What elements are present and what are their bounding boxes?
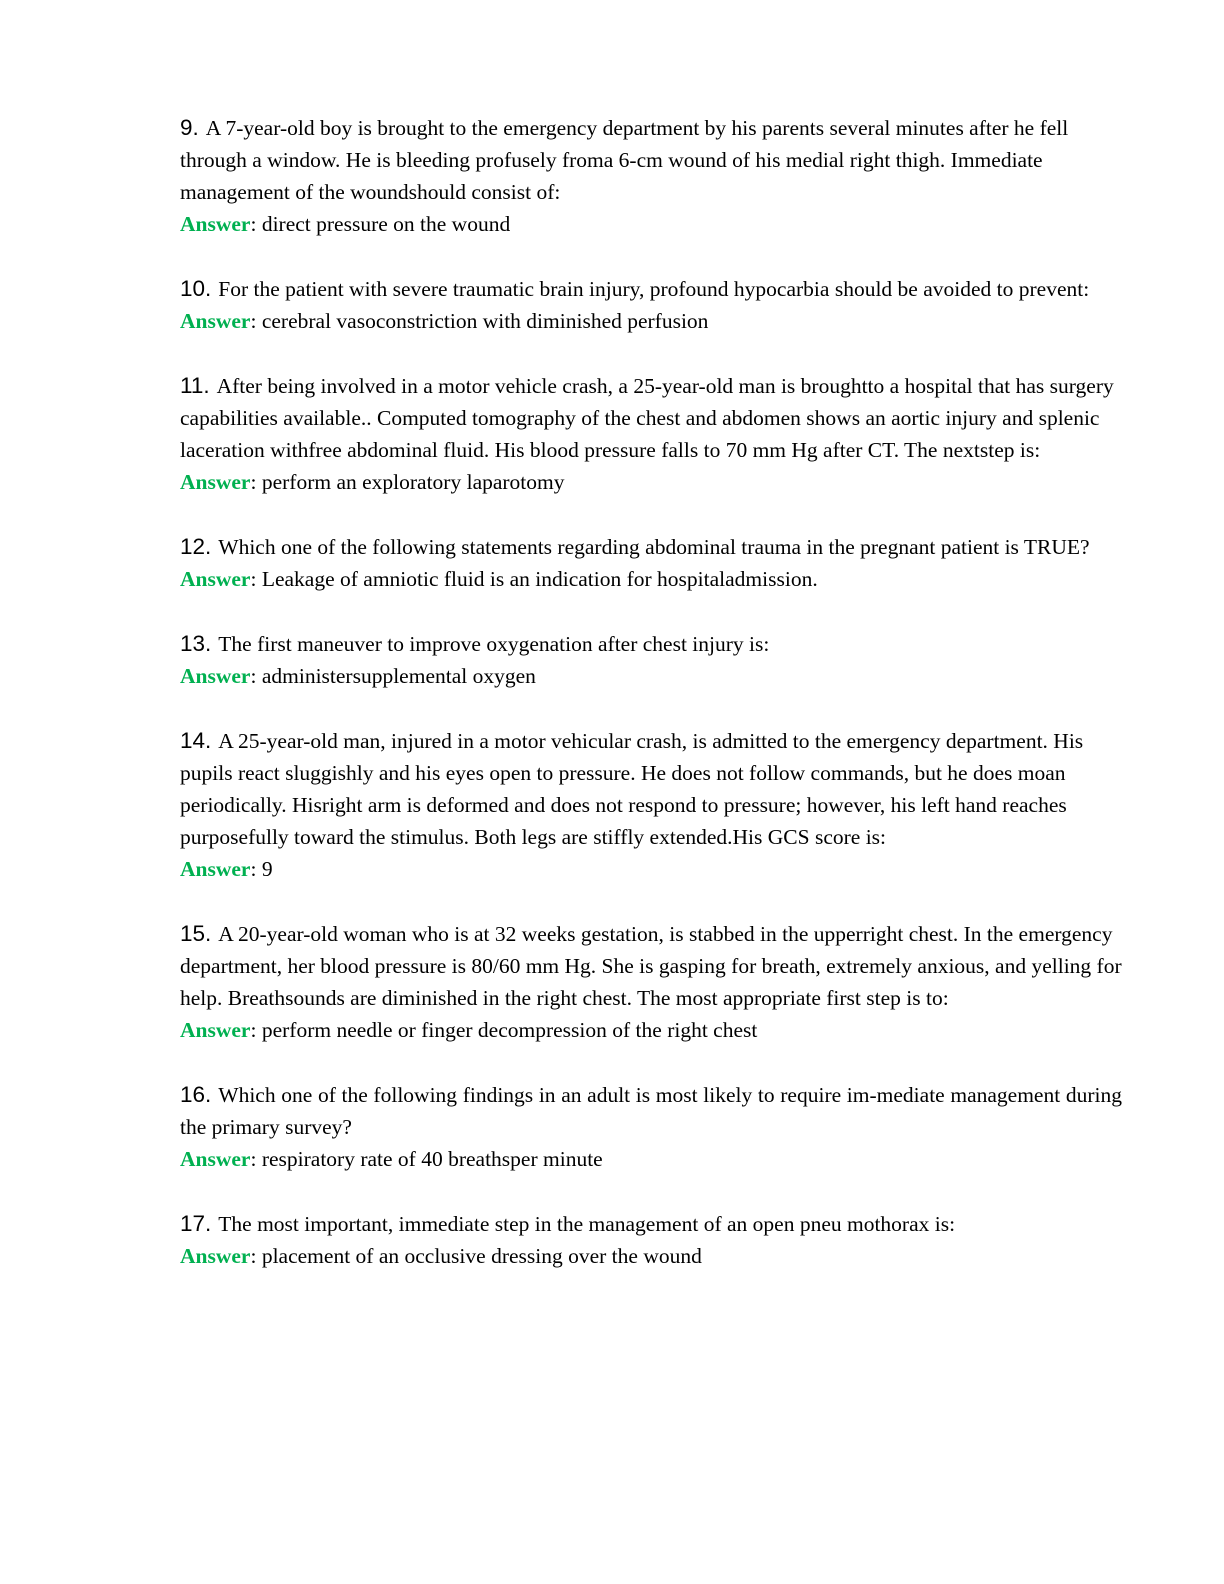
- answer-text: respiratory rate of 40 breathsper minute: [261, 1147, 603, 1171]
- answer-line: [180, 660, 1122, 692]
- question-text: [180, 1079, 1122, 1143]
- answer-text: placement of an occlusive dressing over the wound: [261, 1244, 702, 1268]
- answer-line: [180, 563, 1122, 595]
- question-body: Which one of the following findings in an adult is most likely to require im-mediate management during the primary survey?: [180, 1083, 1122, 1139]
- answer-label: Answer: [180, 212, 251, 236]
- answer-label: Answer: [180, 664, 251, 688]
- question-text: [180, 112, 1122, 208]
- answer-colon: :: [250, 1018, 262, 1042]
- question-number: 11.: [180, 373, 210, 398]
- answer-label: Answer: [180, 309, 251, 333]
- answer-colon: :: [250, 309, 262, 333]
- answer-line: [180, 305, 1122, 337]
- answer-line: [180, 1143, 1122, 1175]
- answer-label: Answer: [180, 567, 251, 591]
- answer-line: [180, 1014, 1122, 1046]
- answer-text: 9: [261, 857, 273, 881]
- answer-colon: :: [250, 1244, 262, 1268]
- answer-colon: :: [250, 664, 262, 688]
- question-block: [180, 1208, 1122, 1272]
- question-number: 13.: [180, 631, 212, 656]
- answer-label: Answer: [180, 470, 251, 494]
- question-block: [180, 628, 1122, 692]
- answer-text: perform an exploratory laparotomy: [261, 470, 565, 494]
- question-body: A 20-year-old woman who is at 32 weeks gestation, is stabbed in the upperright chest. In the emergency department, her blood pressure is 80/60 mm Hg. She is gasping for breath, extremely anxious, and yelling for help. Breathsounds are diminished in the right chest. The most appropriate first step is to:: [180, 922, 1122, 1010]
- question-text: [180, 628, 1122, 660]
- answer-label: Answer: [180, 857, 251, 881]
- answer-colon: :: [250, 470, 262, 494]
- question-text: [180, 918, 1122, 1014]
- question-body: For the patient with severe traumatic brain injury, profound hypocarbia should be avoided to prevent:: [218, 277, 1090, 301]
- question-text: [180, 1208, 1122, 1240]
- question-body: After being involved in a motor vehicle crash, a 25-year-old man is broughtto a hospital that has surgery capabilities available.. Computed tomography of the chest and abdomen shows an aortic injury and splenic laceration withfree abdominal fluid. His blood pressure falls to 70 mm Hg after CT. The nextstep is:: [180, 374, 1114, 462]
- question-number: 15.: [180, 921, 212, 946]
- question-number: 14.: [180, 728, 212, 753]
- question-text: [180, 531, 1122, 563]
- answer-line: [180, 466, 1122, 498]
- answer-text: cerebral vasoconstriction with diminished perfusion: [261, 309, 709, 333]
- question-number: 17.: [180, 1211, 212, 1236]
- answer-text: Leakage of amniotic fluid is an indication for hospitaladmission.: [261, 567, 818, 591]
- answer-colon: :: [250, 857, 262, 881]
- question-number: 10.: [180, 276, 212, 301]
- question-number: 12.: [180, 534, 212, 559]
- answer-line: [180, 208, 1122, 240]
- answer-colon: :: [250, 567, 262, 591]
- answer-line: [180, 853, 1122, 885]
- answer-text: perform needle or finger decompression of the right chest: [261, 1018, 758, 1042]
- answer-label: Answer: [180, 1147, 251, 1171]
- question-body: The first maneuver to improve oxygenation after chest injury is:: [218, 632, 770, 656]
- question-block: [180, 725, 1122, 885]
- answer-colon: :: [250, 212, 262, 236]
- answer-text: administersupplemental oxygen: [261, 664, 536, 688]
- question-block: [180, 112, 1122, 240]
- question-body: A 7-year-old boy is brought to the emergency department by his parents several minutes after he fell through a window. He is bleeding profusely froma 6-cm wound of his medial right thigh. Immediate management of the woundshould consist of:: [180, 116, 1069, 204]
- question-body: The most important, immediate step in the management of an open pneu mothorax is:: [218, 1212, 956, 1236]
- question-text: [180, 725, 1122, 853]
- question-number: 16.: [180, 1082, 212, 1107]
- question-list: [180, 112, 1122, 1272]
- question-text: [180, 273, 1122, 305]
- question-block: [180, 918, 1122, 1046]
- question-block: [180, 1079, 1122, 1175]
- question-body: Which one of the following statements regarding abdominal trauma in the pregnant patient is TRUE?: [218, 535, 1090, 559]
- answer-text: direct pressure on the wound: [261, 212, 511, 236]
- question-body: A 25-year-old man, injured in a motor vehicular crash, is admitted to the emergency department. His pupils react sluggishly and his eyes open to pressure. He does not follow commands, but he does moan periodically. Hisright arm is deformed and does not respond to pressure; however, his left hand reaches purposefully toward the stimulus. Both legs are stiffly extended.His GCS score is:: [180, 729, 1084, 849]
- question-text: [180, 370, 1122, 466]
- answer-label: Answer: [180, 1244, 251, 1268]
- question-number: 9.: [180, 115, 199, 140]
- answer-line: [180, 1240, 1122, 1272]
- answer-colon: :: [250, 1147, 262, 1171]
- question-block: [180, 370, 1122, 498]
- question-block: [180, 531, 1122, 595]
- question-block: [180, 273, 1122, 337]
- answer-label: Answer: [180, 1018, 251, 1042]
